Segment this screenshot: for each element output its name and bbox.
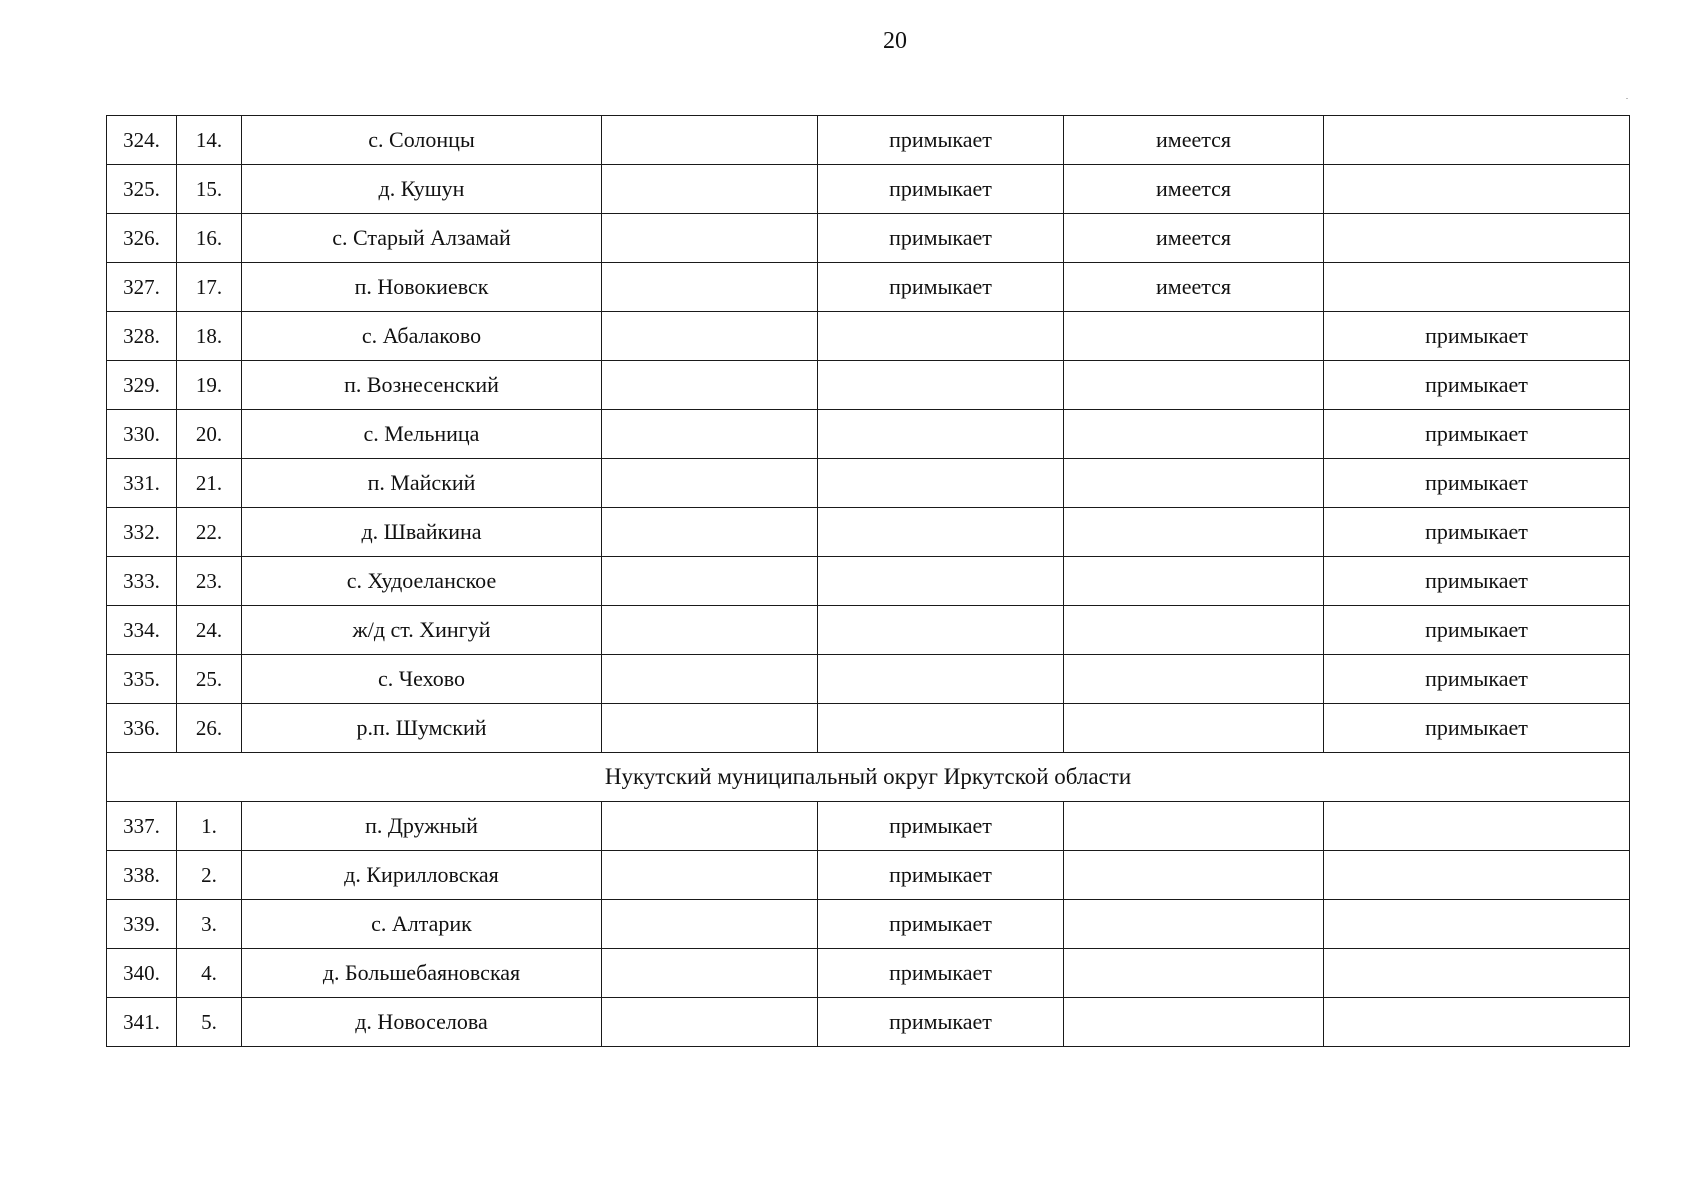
column-5-cell <box>818 410 1064 459</box>
column-7-cell: примыкает <box>1324 704 1630 753</box>
table-row <box>107 949 1630 998</box>
sub-number-cell: 3. <box>177 900 242 949</box>
column-6-cell: имеется <box>1064 116 1324 165</box>
column-4-cell <box>602 949 818 998</box>
column-4-cell <box>602 508 818 557</box>
column-5-cell: примыкает <box>818 900 1064 949</box>
sub-number-cell: 16. <box>177 214 242 263</box>
column-6-cell: имеется <box>1064 214 1324 263</box>
settlement-name-cell: п. Дружный <box>242 802 602 851</box>
sub-number-cell: 17. <box>177 263 242 312</box>
column-4-cell <box>602 606 818 655</box>
table-row <box>107 704 1630 753</box>
row-number-cell: 326. <box>107 214 177 263</box>
column-7-cell: примыкает <box>1324 606 1630 655</box>
settlement-name-cell: с. Худоеланское <box>242 557 602 606</box>
sub-number-cell: 21. <box>177 459 242 508</box>
column-7-cell: примыкает <box>1324 361 1630 410</box>
column-4-cell <box>602 459 818 508</box>
row-number-cell: 325. <box>107 165 177 214</box>
section-title: Нукутский муниципальный округ Иркутской области <box>107 753 1630 802</box>
column-6-cell <box>1064 704 1324 753</box>
column-5-cell <box>818 606 1064 655</box>
column-7-cell: примыкает <box>1324 508 1630 557</box>
table-row <box>107 459 1630 508</box>
settlement-name-cell: ж/д ст. Хингуй <box>242 606 602 655</box>
row-number-cell: 332. <box>107 508 177 557</box>
settlement-name-cell: д. Большебаяновская <box>242 949 602 998</box>
column-6-cell <box>1064 361 1324 410</box>
column-4-cell <box>602 165 818 214</box>
column-6-cell <box>1064 557 1324 606</box>
settlement-name-cell: с. Абалаково <box>242 312 602 361</box>
table-row <box>107 410 1630 459</box>
table-row <box>107 214 1630 263</box>
row-number-cell: 331. <box>107 459 177 508</box>
column-5-cell: примыкает <box>818 851 1064 900</box>
sub-number-cell: 24. <box>177 606 242 655</box>
table-row <box>107 802 1630 851</box>
settlement-name-cell: д. Кирилловская <box>242 851 602 900</box>
settlement-name-cell: с. Мельница <box>242 410 602 459</box>
column-4-cell <box>602 312 818 361</box>
column-7-cell: примыкает <box>1324 557 1630 606</box>
table-row <box>107 312 1630 361</box>
table-row <box>107 508 1630 557</box>
page-number: 20 <box>883 28 907 54</box>
table-row <box>107 263 1630 312</box>
column-5-cell <box>818 459 1064 508</box>
table-body <box>107 116 1630 1047</box>
column-4-cell <box>602 116 818 165</box>
column-7-cell <box>1324 263 1630 312</box>
row-number-cell: 324. <box>107 116 177 165</box>
column-4-cell <box>602 851 818 900</box>
settlement-name-cell: с. Солонцы <box>242 116 602 165</box>
sub-number-cell: 1. <box>177 802 242 851</box>
column-6-cell <box>1064 998 1324 1047</box>
section-header-row <box>107 753 1630 802</box>
table-row <box>107 116 1630 165</box>
column-7-cell <box>1324 851 1630 900</box>
sub-number-cell: 26. <box>177 704 242 753</box>
sub-number-cell: 5. <box>177 998 242 1047</box>
column-4-cell <box>602 263 818 312</box>
table-row <box>107 655 1630 704</box>
settlement-name-cell: п. Майский <box>242 459 602 508</box>
column-5-cell: примыкает <box>818 802 1064 851</box>
column-4-cell <box>602 802 818 851</box>
table-row <box>107 361 1630 410</box>
column-4-cell <box>602 361 818 410</box>
column-7-cell: примыкает <box>1324 410 1630 459</box>
column-5-cell: примыкает <box>818 998 1064 1047</box>
column-7-cell <box>1324 900 1630 949</box>
column-7-cell <box>1324 949 1630 998</box>
sub-number-cell: 23. <box>177 557 242 606</box>
column-4-cell <box>602 557 818 606</box>
row-number-cell: 327. <box>107 263 177 312</box>
settlement-name-cell: д. Кушун <box>242 165 602 214</box>
row-number-cell: 335. <box>107 655 177 704</box>
row-number-cell: 341. <box>107 998 177 1047</box>
column-5-cell: примыкает <box>818 214 1064 263</box>
column-5-cell: примыкает <box>818 165 1064 214</box>
sub-number-cell: 20. <box>177 410 242 459</box>
column-6-cell <box>1064 949 1324 998</box>
row-number-cell: 333. <box>107 557 177 606</box>
column-7-cell <box>1324 802 1630 851</box>
column-4-cell <box>602 410 818 459</box>
column-4-cell <box>602 704 818 753</box>
sub-number-cell: 18. <box>177 312 242 361</box>
settlement-name-cell: п. Новокиевск <box>242 263 602 312</box>
column-7-cell: примыкает <box>1324 459 1630 508</box>
column-7-cell <box>1324 214 1630 263</box>
settlement-name-cell: с. Чехово <box>242 655 602 704</box>
row-number-cell: 330. <box>107 410 177 459</box>
column-6-cell <box>1064 802 1324 851</box>
column-6-cell: имеется <box>1064 263 1324 312</box>
column-6-cell <box>1064 900 1324 949</box>
column-5-cell: примыкает <box>818 116 1064 165</box>
table-row <box>107 606 1630 655</box>
settlement-name-cell: с. Алтарик <box>242 900 602 949</box>
settlement-name-cell: с. Старый Алзамай <box>242 214 602 263</box>
column-6-cell <box>1064 851 1324 900</box>
row-number-cell: 334. <box>107 606 177 655</box>
row-number-cell: 340. <box>107 949 177 998</box>
settlement-name-cell: р.п. Шумский <box>242 704 602 753</box>
column-7-cell: примыкает <box>1324 655 1630 704</box>
sub-number-cell: 25. <box>177 655 242 704</box>
table-row <box>107 900 1630 949</box>
row-number-cell: 329. <box>107 361 177 410</box>
scan-mark <box>1626 98 1628 99</box>
sub-number-cell: 14. <box>177 116 242 165</box>
column-7-cell <box>1324 116 1630 165</box>
table-row <box>107 557 1630 606</box>
settlement-name-cell: п. Вознесенский <box>242 361 602 410</box>
column-5-cell: примыкает <box>818 263 1064 312</box>
column-7-cell <box>1324 998 1630 1047</box>
column-4-cell <box>602 214 818 263</box>
sub-number-cell: 15. <box>177 165 242 214</box>
column-6-cell <box>1064 459 1324 508</box>
column-4-cell <box>602 900 818 949</box>
sub-number-cell: 19. <box>177 361 242 410</box>
sub-number-cell: 22. <box>177 508 242 557</box>
table-row <box>107 998 1630 1047</box>
settlement-name-cell: д. Новоселова <box>242 998 602 1047</box>
sub-number-cell: 2. <box>177 851 242 900</box>
column-5-cell <box>818 655 1064 704</box>
settlement-name-cell: д. Швайкина <box>242 508 602 557</box>
column-5-cell <box>818 704 1064 753</box>
column-5-cell <box>818 361 1064 410</box>
row-number-cell: 328. <box>107 312 177 361</box>
table-row <box>107 851 1630 900</box>
column-5-cell <box>818 312 1064 361</box>
column-6-cell: имеется <box>1064 165 1324 214</box>
column-5-cell <box>818 508 1064 557</box>
column-6-cell <box>1064 606 1324 655</box>
column-6-cell <box>1064 410 1324 459</box>
column-5-cell: примыкает <box>818 949 1064 998</box>
column-5-cell <box>818 557 1064 606</box>
row-number-cell: 338. <box>107 851 177 900</box>
column-6-cell <box>1064 655 1324 704</box>
column-4-cell <box>602 655 818 704</box>
settlements-table <box>106 115 1630 1047</box>
sub-number-cell: 4. <box>177 949 242 998</box>
table-row <box>107 165 1630 214</box>
row-number-cell: 339. <box>107 900 177 949</box>
column-7-cell <box>1324 165 1630 214</box>
column-7-cell: примыкает <box>1324 312 1630 361</box>
row-number-cell: 337. <box>107 802 177 851</box>
column-6-cell <box>1064 508 1324 557</box>
column-4-cell <box>602 998 818 1047</box>
column-6-cell <box>1064 312 1324 361</box>
row-number-cell: 336. <box>107 704 177 753</box>
